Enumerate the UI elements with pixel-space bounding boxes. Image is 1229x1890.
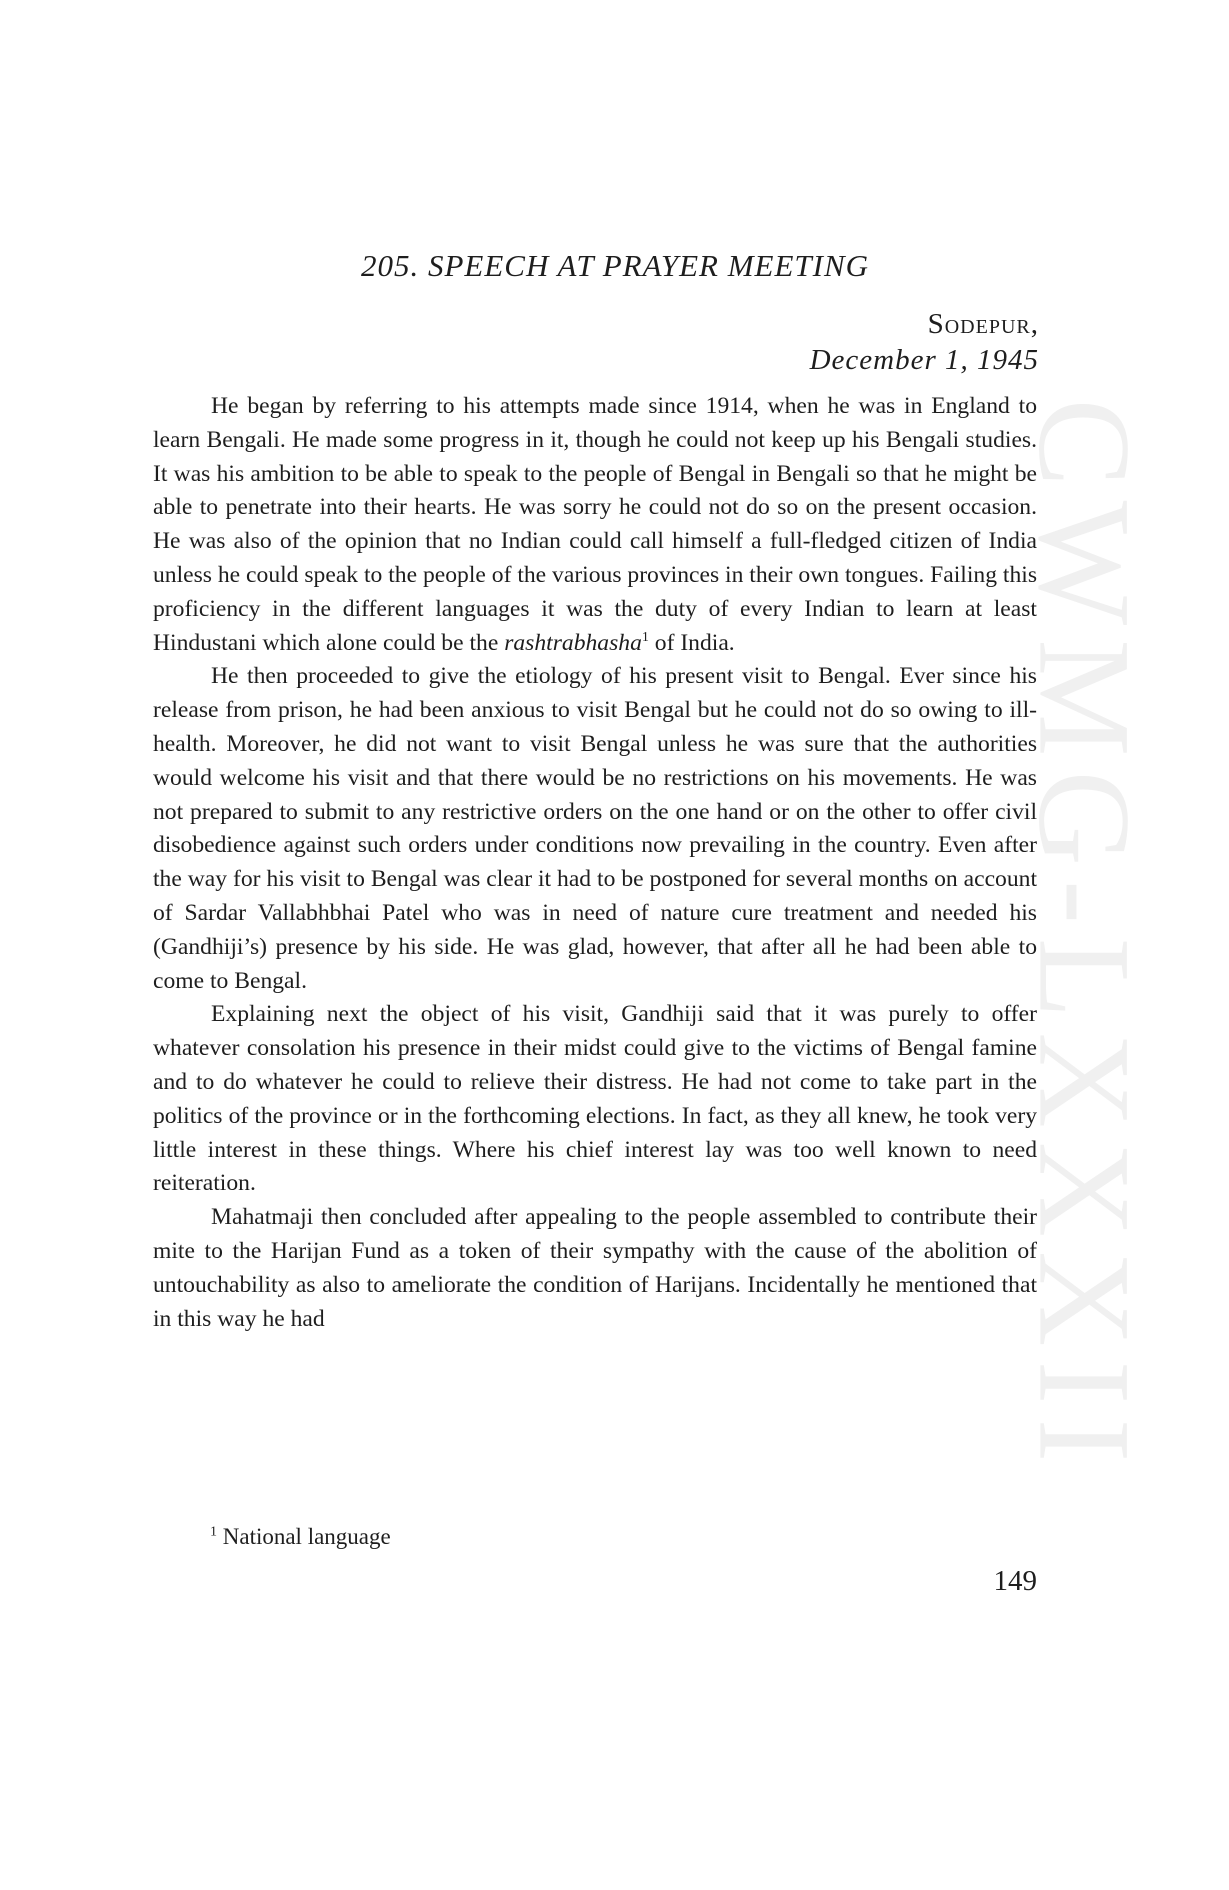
paragraph-4: Mahatmaji then concluded after appealing to the people assembled to contribute their mite to the Harijan Fund as a token of their sympathy with the cause of the abolition of untouchability as also to ameliorate the condition of Harijans. Incidentally he mentioned that in this way he had xyxy=(153,1204,1037,1332)
rashtrabhasha-term: rashtrabhasha xyxy=(504,629,642,656)
paragraph-1-end: of India. xyxy=(648,629,735,656)
paragraph-1 xyxy=(153,390,1037,660)
watermark-text: CWMG-LXXXII xyxy=(1011,398,1159,1476)
paragraph-2: He then proceeded to give the etiology of his present visit to Bengal. Ever since his release from prison, he had been anxious to visit Bengal but he could not do so owing to ill-health. Moreover, he did not want to visit Bengal unless he was sure that the authorities would welcome his visit and that there would be no restrictions on his movements. He was not prepared to submit to any restrictive orders on the one hand or on the other to offer civil disobedience against such orders under conditions now prevailing in the country. Even after the way for his visit to Bengal was clear it had to be postponed for several months on account of Sardar Vallabhbhai Patel who was in need of nature cure treatment and needed his (Gandhiji’s) presence by his side. He was glad, however, that after all he had been able to come to Bengal. xyxy=(153,663,1037,994)
footnote-reference: 1 xyxy=(641,629,649,645)
paragraph-3: Explaining next the object of his visit, Gandhiji said that it was purely to offer whatever consolation his presence in their midst could give to the victims of Bengal famine and to do whatever he could to relieve their distress. He had not come to take part in the politics of the province or in the forthcoming elections. In fact, as they all knew, he took very little interest in these things. Where his chief interest lay was too well known to need reiteration. xyxy=(153,1001,1037,1197)
page-number: 149 xyxy=(993,1565,1037,1597)
place-line: Sodepur, xyxy=(927,308,1039,340)
footnote-mark: 1 xyxy=(210,1524,217,1540)
speech-body xyxy=(153,390,1037,1336)
footnote xyxy=(210,1524,391,1550)
footnote-text: National language xyxy=(222,1524,391,1549)
date-line: December 1, 1945 xyxy=(809,344,1039,376)
page-title: 205. SPEECH AT PRAYER MEETING xyxy=(360,248,870,283)
paragraph-1-text: He began by referring to his attempts made since 1914, when he was in England to learn Bengali. He made some progress in it, though he could not keep up his Bengali studies. It was his ambition to be able to speak to the people of Bengal in Bengali so that he might be able to penetrate into their hearts. He was sorry he could not do so on the present occasion. He was also of the opinion that no Indian could call himself a full-fledged citizen of India unless he could speak to the people of the various provinces in their own tongues. Failing this proficiency in the different languages it was the duty of every Indian to learn at least Hindustani which alone could be the xyxy=(153,393,1037,656)
